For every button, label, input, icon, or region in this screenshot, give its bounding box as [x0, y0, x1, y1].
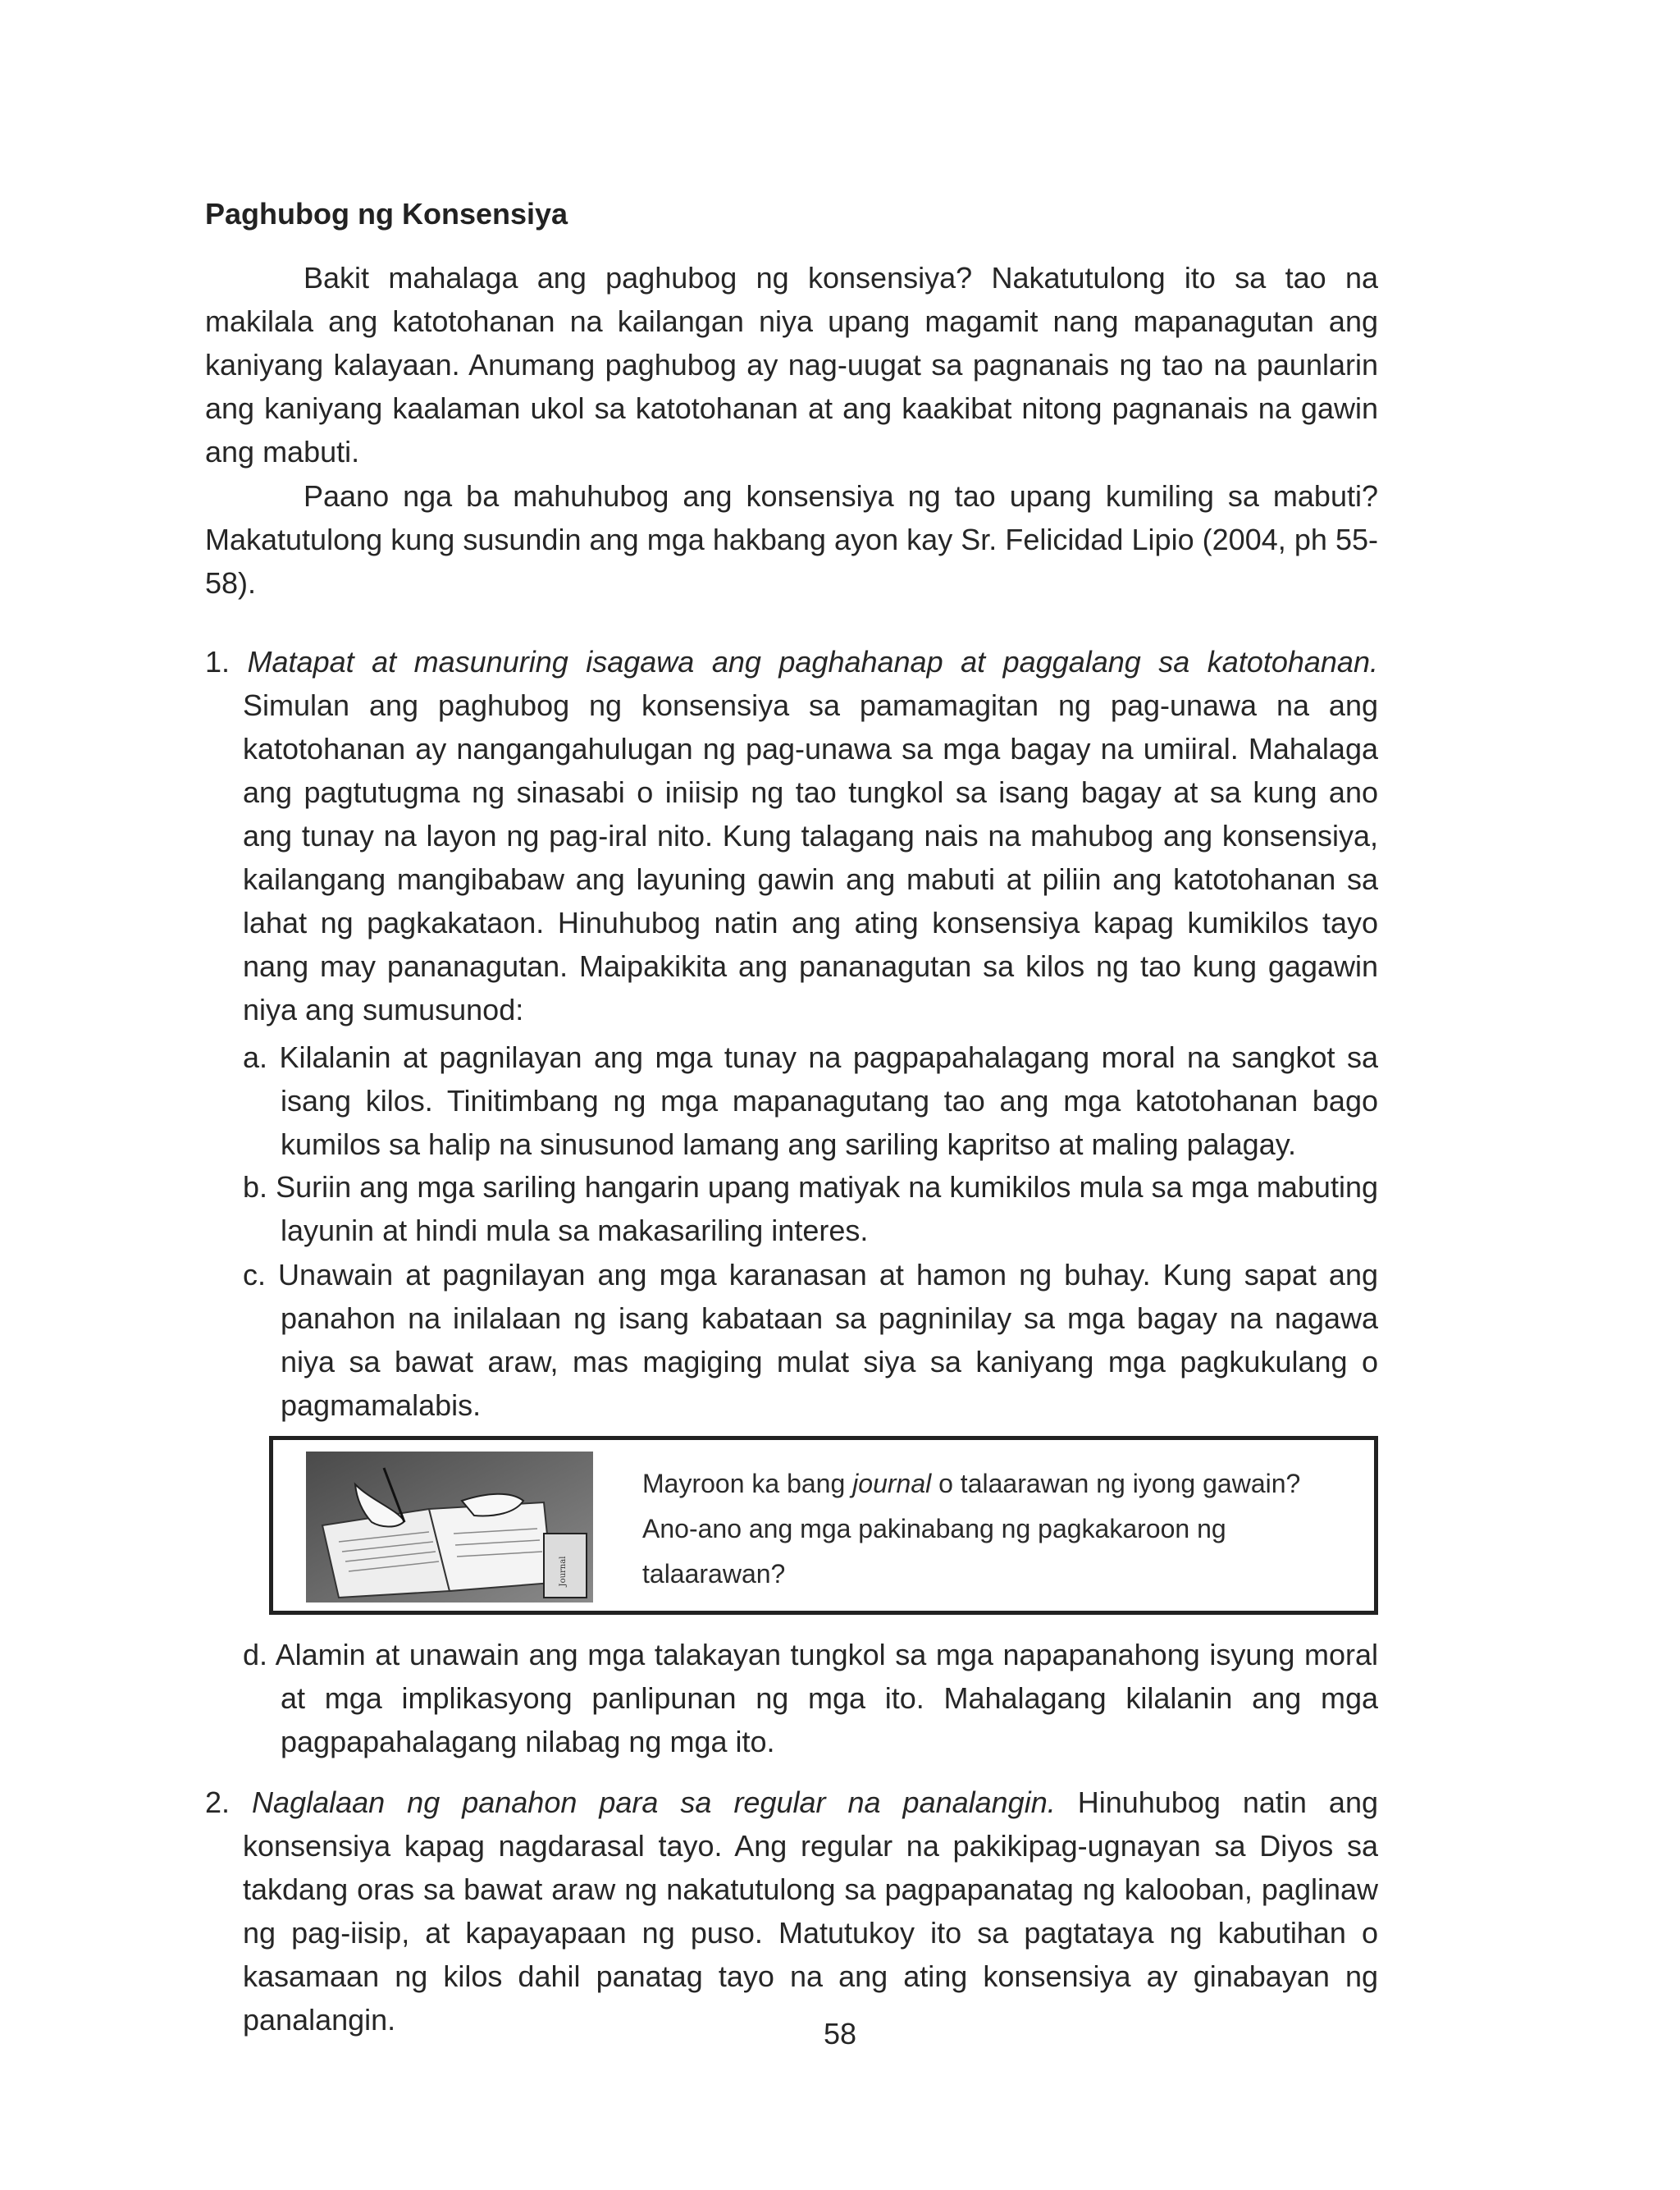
- callout-line-1: Mayroon ka bang journal o talaarawan ng iyong gawain?: [642, 1469, 1301, 1498]
- sub-item-a: a. Kilalanin at pagnilayan ang mga tunay na pagpapahalagang moral na sangkot sa isang kilos. Tinitimbang ng mga mapanagutang tao ang mga katotohanan bago kumilos sa halip na sinusunod lamang ang sariling kapritso at maling palagay.: [243, 1040, 1378, 1161]
- callout-line-3: talaarawan?: [642, 1559, 786, 1589]
- sub-item-b: b. Suriin ang mga sariling hangarin upang matiyak na kumikilos mula sa mga mabuting layunin at hindi mula sa makasariling interes.: [243, 1170, 1378, 1247]
- list-item-title: Matapat at masunuring isagawa ang paghahanap at paggalang sa katotohanan.: [247, 645, 1378, 679]
- callout-line-2: Ano-ano ang mga pakinabang ng pagkakaroon ng: [642, 1514, 1226, 1543]
- list-item-body: Hinuhubog natin ang konsensiya kapag nagdarasal tayo. Ang regular na pakikipag-ugnayan sa Diyos sa takdang oras sa bawat araw ng nakatutulong sa pagpapanatag ng kalooban, paglinaw ng pag-iisip, at kapayapaan ng puso. Matutukoy ito sa pagtataya ng kabutihan o kasamaan ng kilos dahil panatag tayo na ang ating konsensiya ay ginabayan ng panalangin.: [243, 1785, 1378, 2037]
- sub-item-c: c. Unawain at pagnilayan ang mga karanasan at hamon ng buhay. Kung sapat ang panahon na inilalaan ng isang kabataan sa pagninilay sa mga bagay na nagawa niya sa bawat araw, mas magiging mulat siya sa kaniyang mga pagkukulang o pagmamalabis.: [243, 1258, 1378, 1422]
- journal-callout-box: [269, 1436, 1378, 1615]
- intro-paragraph-1: Bakit mahalaga ang paghubog ng konsensiya? Nakatutulong ito sa tao na makilala ang katotohanan na kailangan niya upang magamit nang mapanagutan ang kaniyang kalayaan. Anumang paghubog ay nag-uugat sa pagnanais ng tao na paunlarin ang kaniyang kaalaman ukol sa katotohanan at ang kaakibat nitong pagnanais na gawin ang mabuti.: [205, 261, 1378, 469]
- page-number: 58: [823, 2017, 857, 2051]
- intro-paragraph-2: Paano nga ba mahuhubog ang konsensiya ng tao upang kumiling sa mabuti? Makatutulong kung susundin ang mga hakbang ayon kay Sr. Felicidad Lipio (2004, ph 55-58).: [205, 479, 1378, 600]
- list-number: 2.: [205, 1785, 231, 1819]
- list-item-2: [205, 1781, 1378, 2041]
- list-number: 1.: [205, 645, 231, 679]
- callout-text: [642, 1461, 1356, 1597]
- sub-item-d: d. Alamin at unawain ang mga talakayan tungkol sa mga napapanahong isyung moral at mga implikasyong panlipunan ng mga ito. Mahalagang kilalanin ang mga pagpapahalagang nilabag ng mga ito.: [243, 1638, 1378, 1758]
- journal-writing-illustration: [306, 1452, 593, 1602]
- journal-cover-label: Journal: [559, 1556, 568, 1587]
- section-heading: Paghubog ng Konsensiya: [205, 197, 568, 231]
- list-item-1: [205, 640, 1378, 1031]
- list-item-title: Naglalaan ng panahon para sa regular na panalangin.: [252, 1785, 1056, 1819]
- list-item-body: Simulan ang paghubog ng konsensiya sa pamamagitan ng pag-unawa na ang katotohanan ay nangangahulugan ng pag-unawa sa mga bagay na umiiral. Mahalaga ang pagtutugma ng sinasabi o iniisip ng tao tungkol sa isang bagay at sa kung ano ang tunay na layon ng pag-iral nito. Kung talagang nais na mahubog ang konsensiya, kailangang mangibabaw ang layuning gawin ang mabuti at piliin ang katotohanan sa lahat ng pagkakataon. Hinuhubog natin ang ating konsensiya kapag kumikilos tayo nang may pananagutan. Maipakikita ang pananagutan sa kilos ng tao kung gagawin niya ang sumusunod:: [243, 688, 1378, 1026]
